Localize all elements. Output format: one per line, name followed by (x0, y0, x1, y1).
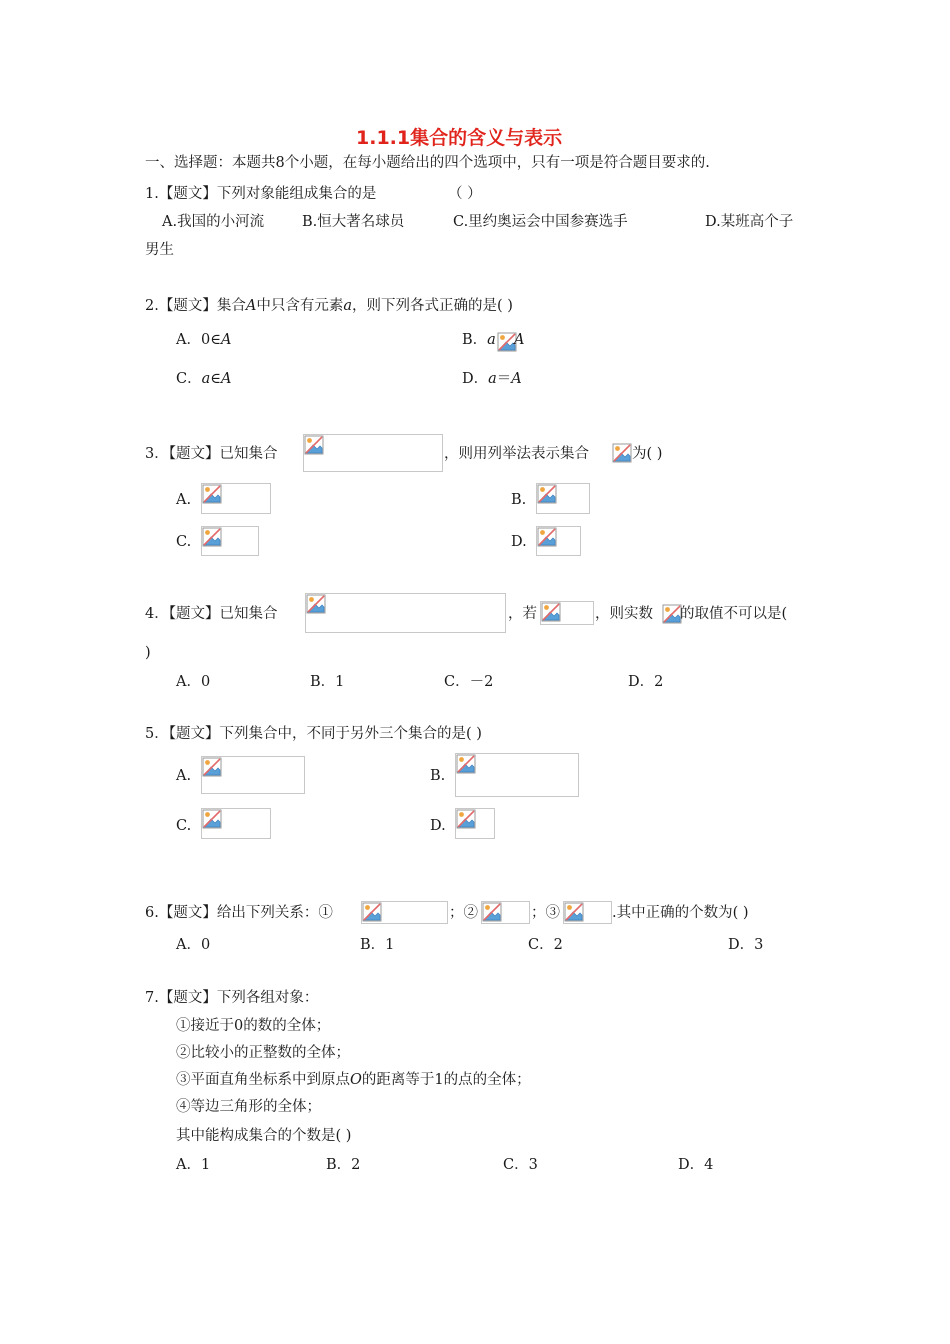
q3-option-b: B. (511, 492, 527, 508)
q7-option-a: A．1 (176, 1157, 211, 1173)
q1-option-c: C.里约奥运会中国参赛选手 (453, 214, 628, 230)
q1-option-a: A.我国的小河流 (162, 214, 265, 230)
broken-image-icon (536, 526, 581, 556)
q5-option-b: B. (430, 768, 446, 784)
q4-mid: ，若 (508, 606, 537, 622)
q5-option-a: A. (176, 768, 192, 784)
q6-tail: .其中正确的个数为( ) (612, 905, 749, 921)
broken-image-icon (201, 526, 259, 556)
broken-image-icon (305, 593, 506, 633)
q4-option-c: C．－2 (444, 674, 494, 690)
broken-image-icon (455, 808, 495, 839)
q7-option-b: B．2 (326, 1157, 361, 1173)
q2-option-b: B．a (462, 332, 496, 348)
q3-option-a: A. (176, 492, 192, 508)
broken-image-icon (563, 901, 612, 924)
q7-option-d: D．4 (678, 1157, 714, 1173)
q4-option-a: A．0 (176, 674, 211, 690)
broken-image-icon (536, 483, 590, 514)
broken-image-icon (497, 332, 515, 350)
q4-close: ) (145, 645, 151, 661)
q2-option-b-set: A (514, 332, 525, 348)
broken-image-icon (201, 483, 271, 514)
q2-option-d: D．a＝A (462, 371, 522, 387)
q4-tail: 的取值不可以是( (680, 606, 788, 622)
broken-image-icon (201, 808, 271, 839)
q3-option-c: C. (176, 534, 192, 550)
section-heading: 一、选择题：本题共8个小题，在每小题给出的四个选项中，只有一项是符合题目要求的. (145, 155, 710, 171)
q6-option-a: A．0 (176, 937, 211, 953)
q5-option-c: C. (176, 818, 192, 834)
broken-image-icon (303, 434, 443, 472)
q6-sep1: ；② (449, 905, 478, 921)
broken-image-icon (540, 601, 594, 625)
q4-option-d: D．2 (628, 674, 664, 690)
q5-option-d: D. (430, 818, 446, 834)
broken-image-icon (455, 753, 579, 797)
q4-mid2: ，则实数 (595, 606, 653, 622)
q6-stem: 6.【题文】给出下列关系：① (145, 905, 333, 921)
q3-tail: ，则用列举法表示集合 (444, 446, 589, 462)
q6-option-b: B．1 (360, 937, 395, 953)
q7-ask: 其中能构成集合的个数是( ) (176, 1128, 352, 1144)
q1-option-d: D.某班高个子 (705, 214, 794, 230)
broken-image-icon (612, 443, 631, 462)
q1-stem: 1.【题文】下列对象能组成集合的是 (145, 186, 377, 202)
page-title: 1.1.1集合的含义与表示 (356, 127, 563, 149)
q6-option-d: D．3 (728, 937, 764, 953)
q2-option-c: C．a∈A (176, 371, 232, 387)
q7-item-2: ②比较小的正整数的全体； (176, 1045, 350, 1061)
q1-paren: （ ） (448, 186, 482, 202)
q7-item-4: ④等边三角形的全体； (176, 1099, 321, 1115)
q3-option-d: D. (511, 534, 527, 550)
q4-stem: 4．【题文】已知集合 (145, 606, 278, 622)
q6-sep2: ；③ (531, 905, 560, 921)
q3-stem: 3．【题文】已知集合 (145, 446, 278, 462)
q1-option-b: B.恒大著名球员 (302, 214, 405, 230)
broken-image-icon (201, 756, 305, 794)
q7-stem: 7.【题文】下列各组对象： (145, 990, 319, 1006)
q7-item-1: ①接近于0的数的全体； (176, 1018, 331, 1034)
broken-image-icon (361, 901, 448, 924)
q7-item-3: ③平面直角坐标系中到原点O的距离等于1的点的全体； (176, 1072, 531, 1088)
q1-option-d-cont: 男生 (145, 242, 174, 258)
q2-option-a: A．0∈A (176, 332, 232, 348)
q2-stem: 2.【题文】集合A中只含有元素a，则下列各式正确的是( ) (145, 298, 513, 314)
q7-option-c: C．3 (503, 1157, 538, 1173)
q3-tail2: 为( ) (632, 446, 663, 462)
q4-option-b: B．1 (310, 674, 345, 690)
q5-stem: 5．【题文】下列集合中，不同于另外三个集合的是( ) (145, 726, 482, 742)
q6-option-c: C．2 (528, 937, 563, 953)
broken-image-icon (662, 604, 680, 622)
broken-image-icon (481, 901, 530, 924)
